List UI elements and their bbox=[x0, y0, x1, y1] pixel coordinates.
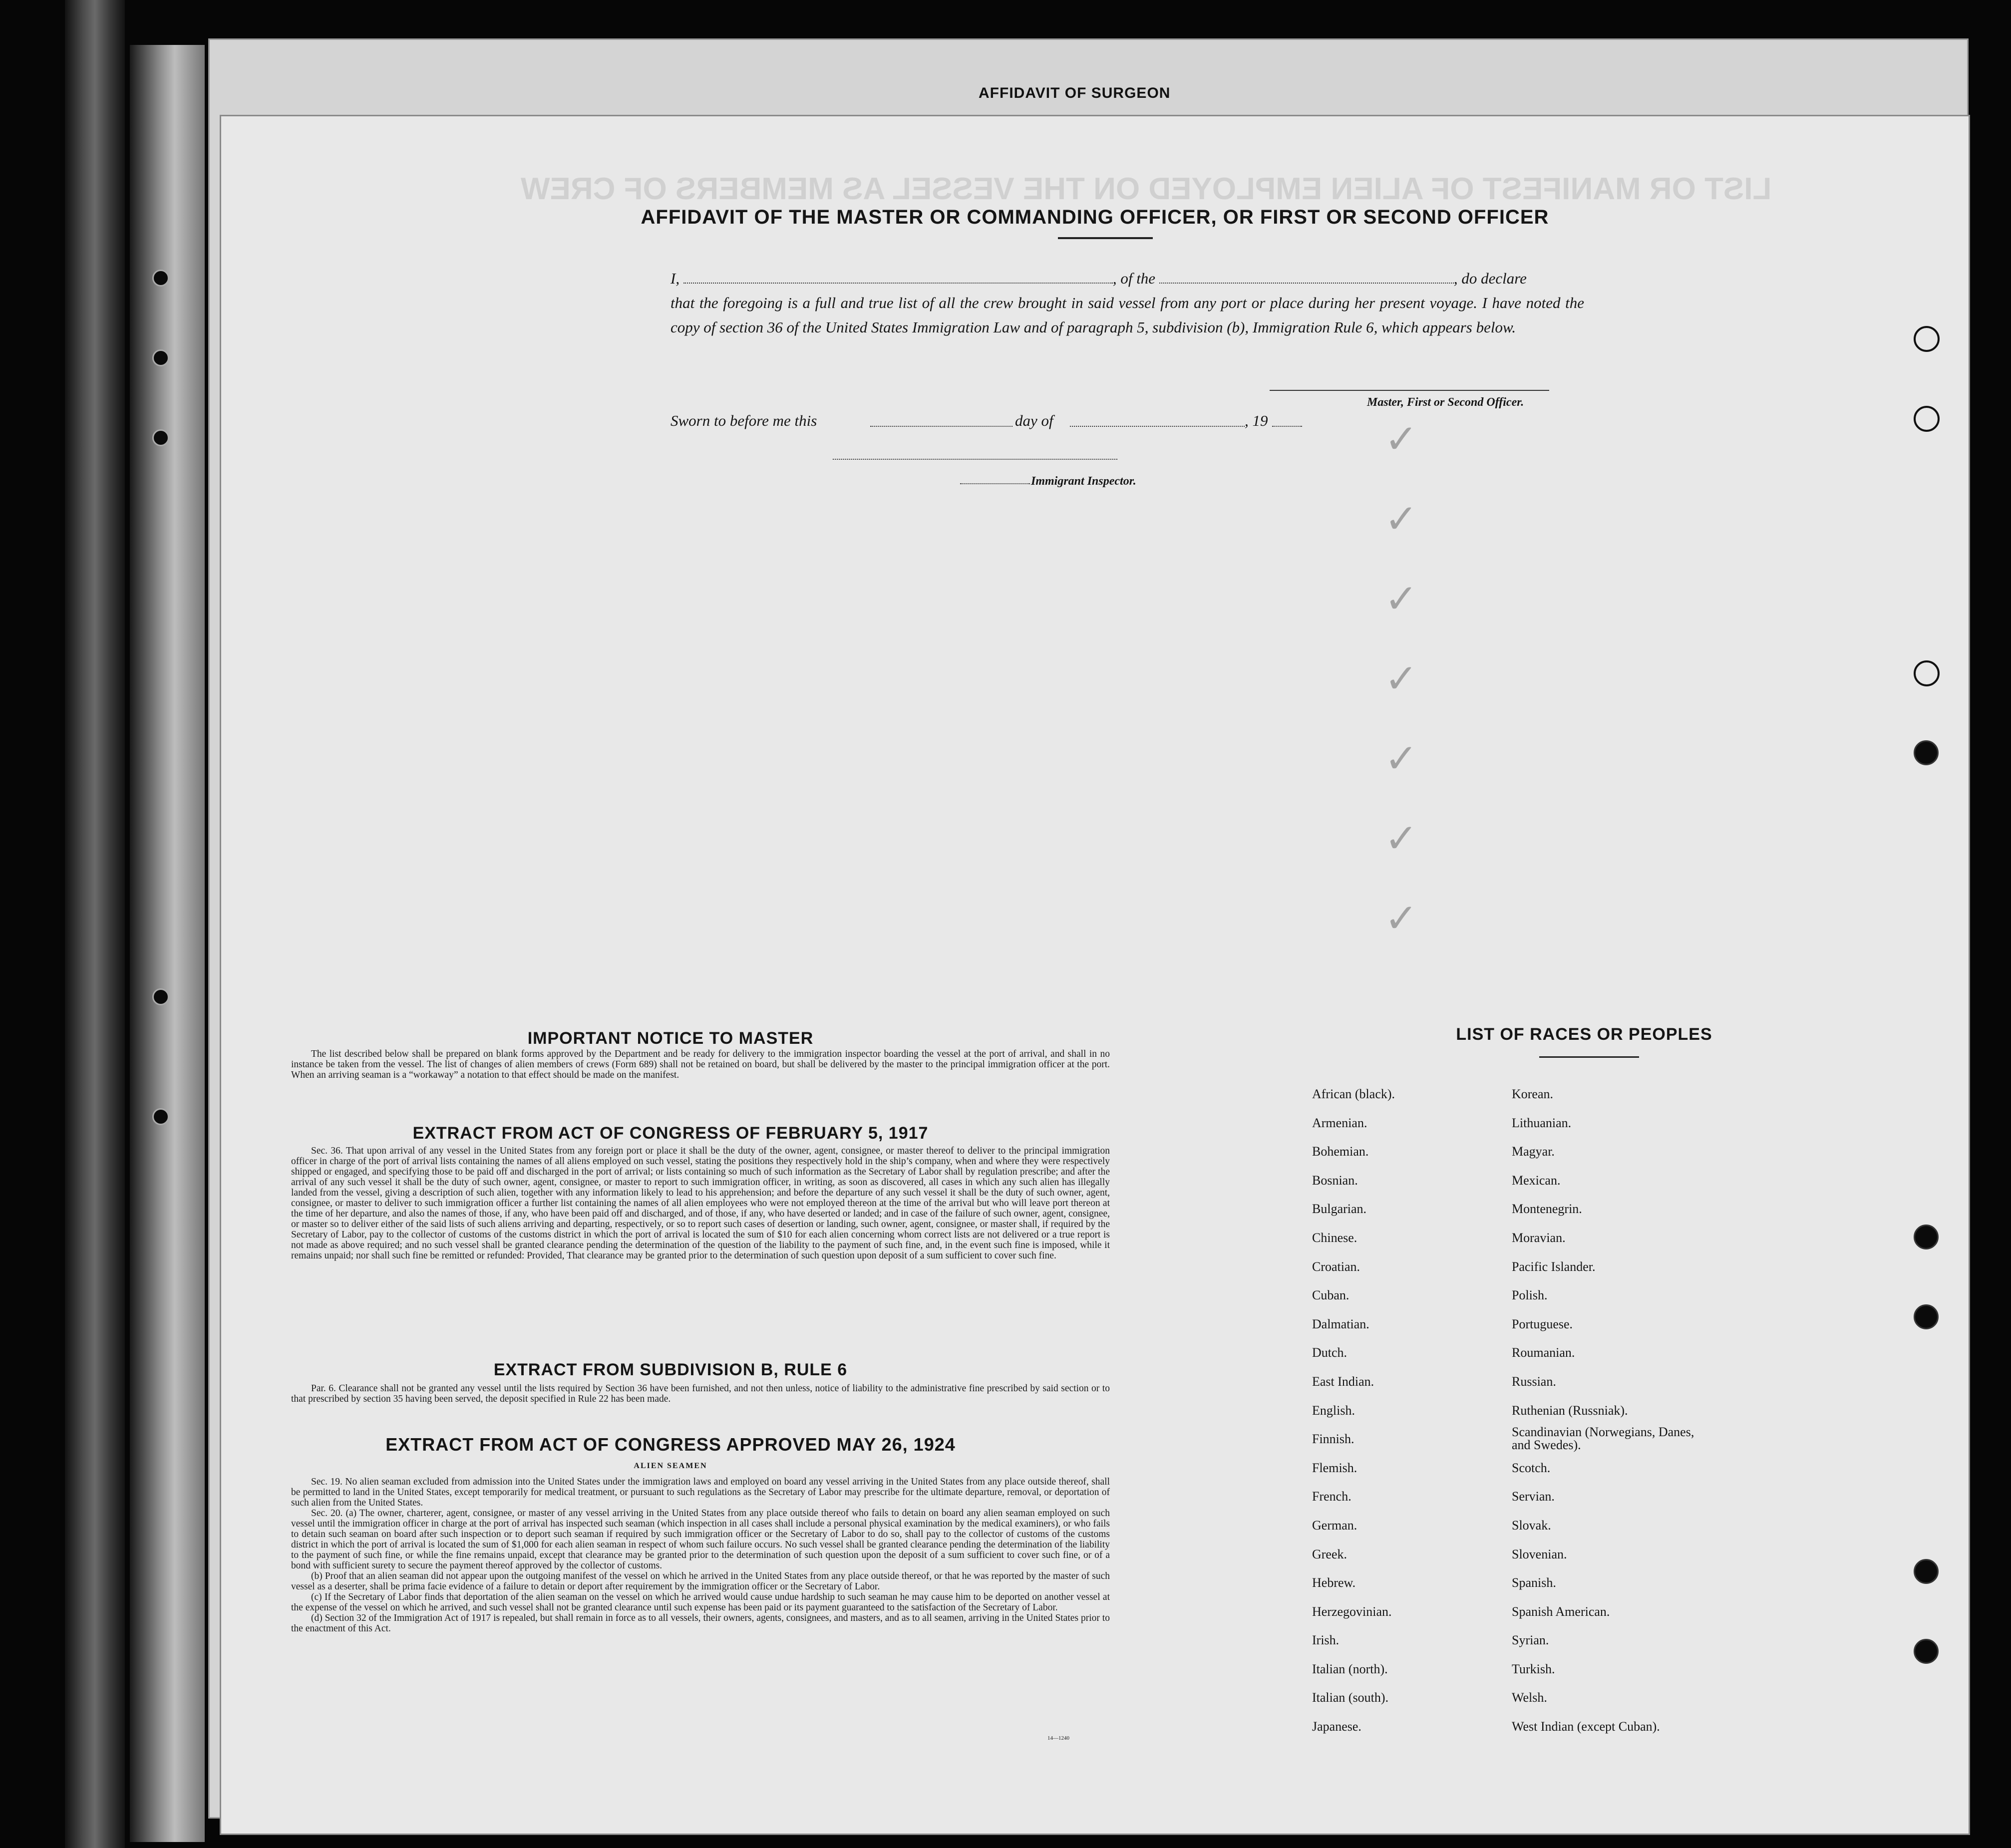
race-item: Armenian. bbox=[1312, 1115, 1367, 1130]
declaration-start: I, bbox=[670, 270, 680, 287]
inspector-label: Immigrant Inspector. bbox=[1031, 475, 1136, 488]
extract-rule6-title: EXTRACT FROM SUBDIVISION B, RULE 6 bbox=[493, 1360, 848, 1379]
race-item: Syrian. bbox=[1512, 1633, 1549, 1648]
extract-1924-paragraph: (b) Proof that an alien seaman did not appear upon the outgoing manifest of the vessel on which he arrived in the United States from any place outside thereof, or that he was reported by the master of such vessel as a deserter, shall be prima facie evidence of a failure to detain or deport after requirement by the immigration officer or the Secretary of Labor. bbox=[291, 1571, 1110, 1592]
race-item: East Indian. bbox=[1312, 1374, 1374, 1389]
race-item: Slovenian. bbox=[1512, 1546, 1567, 1561]
race-item: Greek. bbox=[1312, 1546, 1347, 1561]
races-title-underline bbox=[1539, 1056, 1639, 1058]
races-left-column bbox=[1312, 1080, 1395, 1741]
punch-hole bbox=[1914, 1304, 1939, 1329]
extract-1924-paragraph: Sec. 19. No alien seaman excluded from admission into the United States under the immigration laws and employed on board any vessel arriving in the United States from any place outside thereof, shall be permitted to land in the United States, except temporarily for medical treatment, or pursuant to such regulations as the Secretary of Labor may prescribe for the ultimate departure, removal, or deportation of such alien from the United States. bbox=[291, 1477, 1110, 1508]
declaration-of-the: , of the bbox=[1112, 270, 1156, 287]
sworn-year-field[interactable] bbox=[1272, 426, 1302, 427]
race-item: Turkish. bbox=[1512, 1661, 1555, 1676]
extract-1924-body bbox=[291, 1477, 1110, 1634]
inspector-dotted-lead bbox=[960, 483, 1030, 484]
race-item: Slovak. bbox=[1512, 1518, 1551, 1533]
race-item: Moravian. bbox=[1512, 1230, 1566, 1245]
punch-hole bbox=[1914, 326, 1940, 352]
check-mark: ✓ bbox=[1384, 576, 1418, 622]
title-underline bbox=[1058, 237, 1153, 239]
race-item: Korean. bbox=[1512, 1087, 1554, 1101]
check-mark: ✓ bbox=[1384, 655, 1418, 702]
extract-1917-body bbox=[291, 1146, 1110, 1261]
extract-1924-paragraph: (c) If the Secretary of Labor finds that deportation of the alien seaman on the vessel on which he arrived would cause undue hardship to such seaman he may cause him to be deported on another vessel at the expense of the vessel on which he arrived, and such vessel shall not be granted clearance until such expense has been paid or its payment guaranteed to the satisfaction of the Secretary of Labor. bbox=[291, 1592, 1110, 1613]
binder-hole bbox=[152, 429, 169, 446]
check-mark: ✓ bbox=[1384, 815, 1418, 862]
declaration-do-declare: , do declare bbox=[1453, 270, 1527, 287]
race-item: Italian (south). bbox=[1312, 1690, 1389, 1705]
race-item: Hebrew. bbox=[1312, 1575, 1356, 1590]
race-item: Herzegovinian. bbox=[1312, 1604, 1392, 1619]
race-item: Japanese. bbox=[1312, 1719, 1361, 1734]
race-item: Finnish. bbox=[1312, 1432, 1354, 1447]
day-of-text: day of bbox=[1015, 412, 1053, 429]
race-item: Scandinavian (Norwegians, Danes, and Swedes). bbox=[1512, 1425, 1694, 1453]
notice-title: IMPORTANT NOTICE TO MASTER bbox=[527, 1029, 814, 1048]
race-item: African (black). bbox=[1312, 1087, 1395, 1101]
race-item: Spanish American. bbox=[1512, 1604, 1610, 1619]
binder-hole bbox=[152, 270, 169, 287]
check-mark: ✓ bbox=[1384, 496, 1418, 542]
race-item: Cuban. bbox=[1312, 1288, 1349, 1303]
officer-name-field[interactable] bbox=[683, 269, 1113, 284]
binder-page-edges bbox=[130, 45, 205, 1842]
extract-1917-title: EXTRACT FROM ACT OF CONGRESS OF FEBRUARY 5, 1917 bbox=[412, 1124, 929, 1143]
race-item: French. bbox=[1312, 1489, 1351, 1504]
race-item: Dutch. bbox=[1312, 1345, 1347, 1360]
race-item: Bosnian. bbox=[1312, 1173, 1358, 1188]
race-item: Mexican. bbox=[1512, 1173, 1561, 1188]
extract-1924-subtitle: ALIEN SEAMEN bbox=[634, 1462, 707, 1470]
extract-1917-paragraph: Sec. 36. That upon arrival of any vessel in the United States from any foreign port or place it shall be the duty of the owner, agent, consignee, or master thereof to deliver to the principal immigration officer in charge of the port of arrival lists containing the names of all aliens employed on such vessel, stating the positions they respectively hold in the ship’s company, when and where they were respectively shipped or engaged, and specifying those to be paid off and discharged in the port of arrival; or lists containing so much of such information as the Secretary of Labor shall by regulation prescribe; and after the arrival of any such vessel it shall be the duty of such owner, agent, consignee, or master to report to such immigration officer, in writing, as soon as discovered, all cases in which any such alien has illegally landed from the vessel, giving a description of such alien, together with any information likely to lead to his apprehension; and before the departure of any such vessel it shall be the duty of such owner, agent, consignee, or master to deliver to such immigration officer a further list containing the names of all alien employees who were not employed thereon at the time of the arrival but who will leave port thereon at the time of her departure, and also the names of those, if any, who have been paid off and discharged, and of those, if any, who have deserted or landed; and in case of the failure of such owner, agent, consignee, or master so to deliver either of the said lists of such aliens arriving and departing, respectively, or so to report such cases of desertion or landing, such owner, agent, consignee, or master shall, if required by the Secretary of Labor, pay to the collector of customs of the customs district in which the port of arrival is located the sum of $10 for each alien concerning whom correct lists are not delivered or a true report is not made as above required; and no such vessel shall be granted clearance pending the determination of the question of the liability to the payment of such fine, and, in the event such fine is imposed, while it remains unpaid; nor shall such fine be remitted or refunded: Provided, That clearance may be granted prior to the determination of such question upon deposit of a sum sufficient to cover such fine. bbox=[291, 1146, 1110, 1261]
race-item: Italian (north). bbox=[1312, 1661, 1388, 1676]
extract-1924-paragraph: Sec. 20. (a) The owner, charterer, agent, consignee, or master of any vessel arriving in the United States from any place outside thereof who fails to detain on board any alien seaman employed on such vessel until the immigration officer in charge at the port of arrival has inspected such seaman (which inspection in all cases shall include a personal physical examination by the medical examiners), or who fails to detain such seaman on board after such inspection or to deport such seaman if required by such immigration officer or the Secretary of Labor to do so, shall pay to the collector of customs of the customs district in which the port of arrival is located the sum of $1,000 for each alien seaman in respect of whom such failure occurs. No such vessel shall be granted clearance pending the determination of the liability to the payment of such fine, or while the fine remains unpaid, except that clearance may be granted prior to the determination of such question upon the deposit of a sum sufficient to cover such fine, or of a bond with sufficient surety to secure the payment thereof approved by the collector of customs. bbox=[291, 1508, 1110, 1571]
signature-label: Master, First or Second Officer. bbox=[1367, 396, 1524, 409]
race-item: Bohemian. bbox=[1312, 1144, 1369, 1159]
race-item: Portuguese. bbox=[1512, 1316, 1573, 1331]
race-item: Croatian. bbox=[1312, 1259, 1360, 1274]
vessel-name-field[interactable] bbox=[1159, 269, 1454, 284]
check-mark: ✓ bbox=[1384, 416, 1418, 462]
race-item: Roumanian. bbox=[1512, 1345, 1575, 1360]
declaration-first-line bbox=[670, 266, 1584, 291]
race-item: Polish. bbox=[1512, 1288, 1548, 1303]
race-item: Flemish. bbox=[1312, 1460, 1357, 1475]
race-item: Spanish. bbox=[1512, 1575, 1556, 1590]
extract-1924-paragraph: (d) Section 32 of the Immigration Act of 1917 is repealed, but shall remain in force as to all vessels, their owners, agents, consignees, and masters, and as to all seamen, arriving in the United States prior to the enactment of this Act. bbox=[291, 1613, 1110, 1634]
extract-1924-title: EXTRACT FROM ACT OF CONGRESS APPROVED MAY 26, 1924 bbox=[385, 1434, 956, 1455]
race-item: Chinese. bbox=[1312, 1230, 1357, 1245]
declaration-body: that the foregoing is a full and true list of all the crew brought in said vessel from any port or place during her present voyage. I have noted the copy of section 36 of the United States Immigration Law and of paragraph 5, subdivision (b), Immigration Rule 6, which appears below. bbox=[670, 294, 1584, 336]
race-item: Magyar. bbox=[1512, 1144, 1555, 1159]
punch-hole bbox=[1914, 1639, 1939, 1664]
binder-hole bbox=[152, 1108, 169, 1125]
binder-hole bbox=[152, 349, 169, 366]
binder-strip bbox=[65, 0, 125, 1848]
document-page bbox=[220, 115, 1970, 1835]
race-item: Scotch. bbox=[1512, 1460, 1551, 1475]
back-sheet-header: AFFIDAVIT OF SURGEON bbox=[979, 85, 1171, 101]
race-item: Pacific Islander. bbox=[1512, 1259, 1596, 1274]
race-item: Servian. bbox=[1512, 1489, 1555, 1504]
punch-hole bbox=[1914, 1225, 1939, 1249]
binder-hole bbox=[152, 988, 169, 1005]
race-item: Dalmatian. bbox=[1312, 1316, 1369, 1331]
races-right-column bbox=[1512, 1080, 1701, 1741]
affidavit-title: AFFIDAVIT OF THE MASTER OR COMMANDING OFFICER, OR FIRST OR SECOND OFFICER bbox=[641, 206, 1549, 228]
sworn-month-field[interactable] bbox=[1070, 426, 1245, 427]
notice-body bbox=[291, 1049, 1110, 1080]
inspector-signature-line[interactable] bbox=[833, 459, 1117, 460]
punch-hole bbox=[1914, 1559, 1939, 1584]
sworn-day-field[interactable] bbox=[870, 426, 1012, 427]
signature-line[interactable] bbox=[1270, 390, 1549, 391]
race-item: Welsh. bbox=[1512, 1690, 1547, 1705]
race-item: Russian. bbox=[1512, 1374, 1556, 1389]
race-item: Lithuanian. bbox=[1512, 1115, 1572, 1130]
extract-rule6-paragraph: Par. 6. Clearance shall not be granted any vessel until the lists required by Section 36 have been furnished, and not then unless, notice of liability to the administrative fine prescribed by said section or to that prescribed by section 35 having been served, the deposit specified in Rule 22 has been made. bbox=[291, 1383, 1110, 1404]
bleed-through-text: LIST OR MANIFEST OF ALIEN EMPLOYED ON THE VESSEL AS MEMBERS OF CREW bbox=[521, 172, 1772, 206]
notice-paragraph: The list described below shall be prepared on blank forms approved by the Department and be ready for delivery to the immigration inspector boarding the vessel at the port of arrival, and shall in no instance be taken from the vessel. The list of changes of alien members of crews (Form 689) shall not be retained on board, but shall be delivered by the master to the principal immigration officer at the port. When an arriving seaman is a “workaway” a notation to that effect should be made on the manifest. bbox=[291, 1049, 1110, 1080]
race-item: German. bbox=[1312, 1518, 1357, 1533]
extract-rule6-body bbox=[291, 1383, 1110, 1404]
races-title: LIST OF RACES OR PEOPLES bbox=[1456, 1025, 1712, 1044]
punch-hole bbox=[1914, 660, 1940, 686]
race-item: Montenegrin. bbox=[1512, 1202, 1582, 1217]
race-item: Irish. bbox=[1312, 1633, 1340, 1648]
punch-hole bbox=[1914, 406, 1940, 432]
sworn-text: Sworn to before me this bbox=[670, 412, 817, 429]
race-item: English. bbox=[1312, 1403, 1355, 1418]
check-mark: ✓ bbox=[1384, 895, 1418, 941]
form-number: 14—1240 bbox=[1047, 1735, 1069, 1741]
check-mark: ✓ bbox=[1384, 735, 1418, 782]
declaration-paragraph bbox=[670, 266, 1584, 339]
race-item: Bulgarian. bbox=[1312, 1202, 1367, 1217]
punch-hole bbox=[1914, 740, 1939, 765]
race-item: West Indian (except Cuban). bbox=[1512, 1719, 1660, 1734]
year-prefix: , 19 bbox=[1245, 412, 1268, 429]
race-item: Ruthenian (Russniak). bbox=[1512, 1403, 1628, 1418]
